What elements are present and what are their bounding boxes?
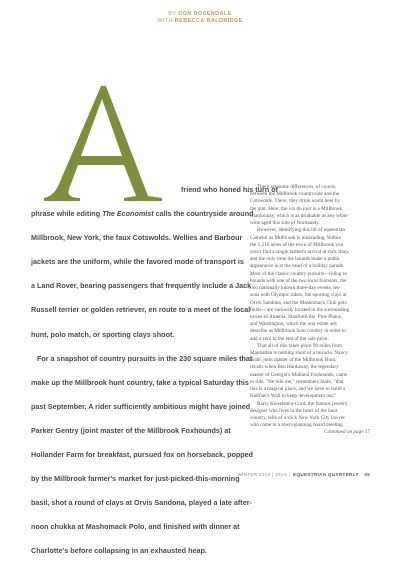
by-prefix: BY (168, 11, 177, 17)
intro-line: Russell terrier or golden retriever, en route to a meet of the local (31, 305, 251, 315)
body-line: That all of this takes place 90 miles from (257, 342, 342, 349)
body-line: Hadrian's Wall to keep development out." (250, 393, 337, 400)
body-line: designer who lives in the heart of the hunt (250, 407, 338, 414)
body-line: There are some differences, of course, (257, 184, 337, 190)
publication-name: The Economist (102, 209, 154, 219)
body-line: Barry Kieselstein-Cord, the famous jewelry (257, 400, 348, 407)
author-name: DON ROSENDALE (178, 11, 232, 17)
intro-line: past September. A rider sufficiently ambitious might have joined (31, 401, 251, 411)
intro-line: Millbrook, New York, the faux Cotswolds. Wellies and Barbour (31, 233, 243, 243)
intro-line: Charlotte's before collapsing in an exhausted heap. (31, 546, 207, 556)
intro-line: Hollander Farm for breakfast, pursued fox on horseback, popped (31, 450, 254, 460)
body-line: sons with Olympic riders, the sporting clays at (250, 292, 347, 299)
footer-separator: | (289, 472, 291, 477)
intro-line: For a snapshot of country pursuits in the 230 square miles that (37, 353, 253, 363)
page-footer (238, 472, 371, 478)
body-line: wine aged this side of Normandy. (250, 220, 320, 227)
body-column (250, 184, 370, 437)
body-line: the 1,216 acres of the town of Millbrook you (250, 241, 344, 248)
body-line: country, tells of a slick New York City lawyer (250, 415, 346, 421)
intro-line: Parker Gentry (joint master of the Millbrook Foxhounds) at (31, 425, 231, 435)
intro-line: basil, shot a round of clays at Orvis Sandona, played a late after- (31, 498, 252, 508)
body-line: towns of Amenia, Stanfordville, Pine Plains, (250, 313, 343, 320)
body-line: Manhattan is nothing short of a miracle. Nancy (250, 350, 348, 357)
body-line: Most of the classic country pursuits—riding to (250, 270, 347, 277)
intro-line: friend who honed his turn of (181, 185, 279, 194)
body-line: fields—are variously located in the surrounding (250, 306, 350, 313)
body-line: describe as Millbrook hunt country in order to (250, 328, 346, 335)
body-line: to ride. "He told me," remembers Stahl, "that (250, 378, 344, 385)
body-line: master of Georgia's Midland Foxhounds, came (250, 371, 348, 378)
intro-line: by the Millbrook farmer's market for just-picked-this-morning (31, 474, 240, 484)
body-line: the pint. Here, the vin du jour is a Millbrook (250, 205, 343, 212)
page-number: 49 (364, 472, 370, 477)
body-line: Camelot as Millbrook is misleading. Within (250, 234, 342, 241)
body-line: recalls when Ben Hardaway, the legendary (250, 364, 339, 371)
body-line: Stahl, joint master of the Millbrook Hunt, (250, 357, 337, 364)
body-line: who came to a town-planning board meeting (250, 422, 343, 429)
intro-line: noon chukka at Mashomack Polo, and finished with dinner at (31, 522, 240, 532)
body-line: Cotswolds. There, they drink warm beer by (250, 198, 341, 205)
body-line: Orvis Sandona, and the Mashomack Club polo (250, 299, 347, 306)
body-line: chardonnay, which is as drinkable as any white (250, 212, 348, 219)
intro-line: hunt, polo match, or sporting clays shoot. (31, 329, 175, 339)
body-line: add a zero to the end of the sale price. (250, 335, 329, 342)
body-line: and the only time the hounds make a public (250, 256, 341, 263)
body-line: appearance is at the head of a holiday parade. (250, 263, 345, 270)
body-line: between the Millbrook countryside and the (250, 191, 340, 198)
continued-note: Continued on page 57 (324, 429, 370, 436)
author-line (0, 11, 400, 18)
coauthor-name: REBECCA BALDRIDGE (174, 18, 243, 24)
magazine-name: EQUESTRIAN QUARTERLY (293, 472, 359, 477)
coauthor-line (0, 18, 400, 25)
issue-date: WINTER 2013 | 2014 (237, 472, 287, 477)
body-line: However, identifying this bit of equestrian (257, 227, 345, 234)
intro-line: make up the Millbrook hunt country, take a typical Saturday this (31, 377, 249, 387)
body-line: and Washington, which the real estate ads (250, 321, 337, 328)
body-line: this is a magical place, and we have to build a (250, 386, 346, 393)
with-prefix: WITH (157, 18, 173, 24)
body-line: hounds with one of the two local foxhunts, the (250, 277, 347, 284)
intro-line: a Land Rover, bearing passengers that frequently include a Jack (31, 281, 252, 291)
intro-line: jackets are the uniform, while the favored mode of transport is (31, 257, 244, 267)
byline (0, 11, 400, 25)
body-line: two nationally known three-day events, les- (250, 285, 341, 292)
intro-line: phrase while editing The Economist calls the countryside around (31, 209, 254, 219)
body-line: won't find a single farmer's arrival or tack shop, (250, 248, 350, 255)
